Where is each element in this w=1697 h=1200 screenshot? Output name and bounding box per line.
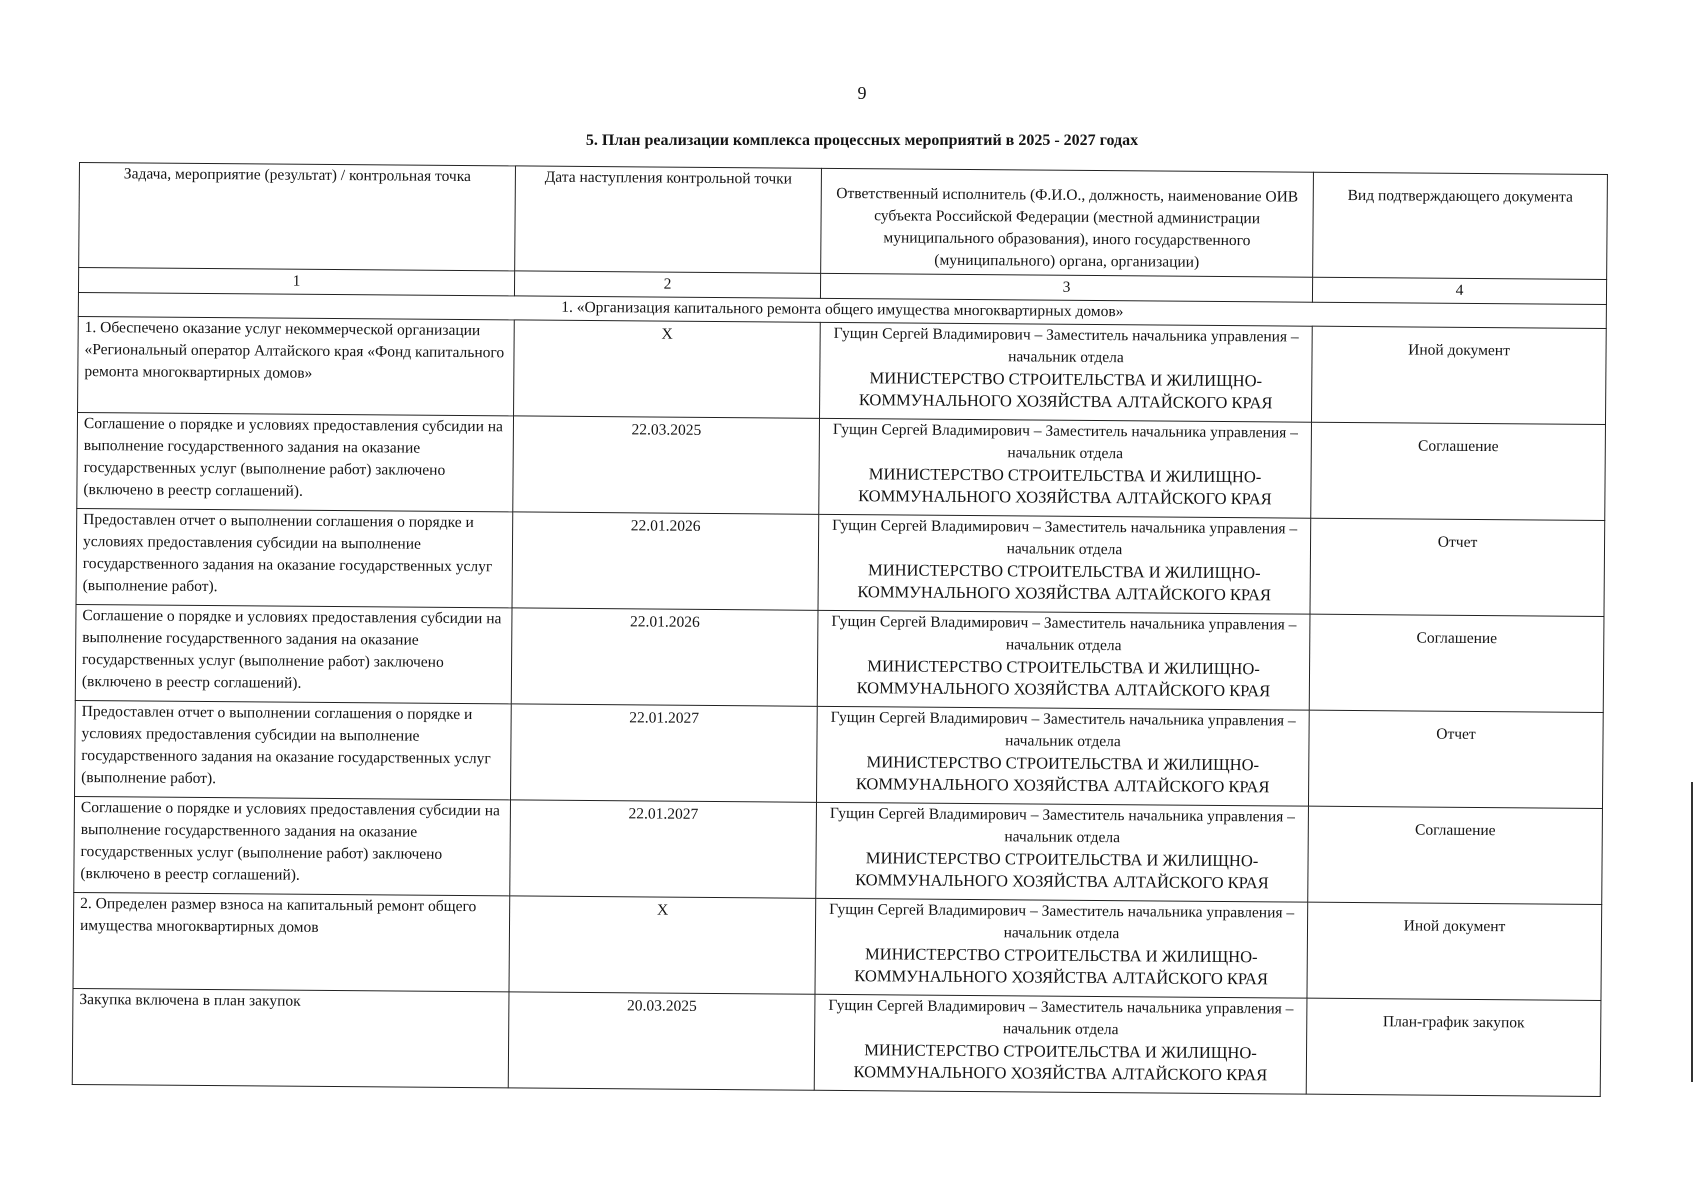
scan-edge-line [1691,782,1693,1082]
date-cell: X [509,896,816,994]
plan-table-container [72,162,1607,1097]
executor-organization: МИНИСТЕРСТВО СТРОИТЕЛЬСТВА И ЖИЛИЩНО-КОММУНАЛЬНОГО ХОЗЯЙСТВА АЛТАЙСКОГО КРАЯ [857,560,1271,605]
table-row [75,700,1604,808]
task-cell: Соглашение о порядке и условиях предоставления субсидии на выполнение государственного задания на оказание государственных услуг (выполнение работ) заключено (включено в реестр соглашений). [75,604,512,703]
executor-cell [820,322,1313,422]
executor-cell [816,706,1309,806]
table-body [72,316,1606,1096]
date-cell: 22.01.2027 [510,800,817,898]
column-number: 4 [1312,277,1606,304]
column-number: 1 [78,268,514,296]
task-cell: Предоставлен отчет о выполнении соглашения о порядке и условиях предоставления субсидии на выполнение государственного задания на оказание государственных услуг (выполнение работ). [75,700,512,799]
task-cell: Предоставлен отчет о выполнении соглашения о порядке и условиях предоставления субсидии на выполнение государственного задания на оказание государственных услуг (выполнение работ). [76,508,513,607]
executor-name: Гущин Сергей Владимирович – Заместитель начальника управления – начальник отдела [830,708,1296,751]
table-row [72,988,1601,1096]
table-row [73,892,1602,1000]
document-type-cell: Иной документ [1307,902,1602,1000]
executor-organization: МИНИСТЕРСТВО СТРОИТЕЛЬСТВА И ЖИЛИЩНО-КОММУНАЛЬНОГО ХОЗЯЙСТВА АЛТАЙСКОГО КРАЯ [855,848,1269,893]
executor-name: Гущин Сергей Владимирович – Заместитель начальника управления – начальник отдела [832,420,1299,463]
executor-organization: МИНИСТЕРСТВО СТРОИТЕЛЬСТВА И ЖИЛИЩНО-КОММУНАЛЬНОГО ХОЗЯЙСТВА АЛТАЙСКОГО КРАЯ [855,752,1270,797]
document-type-cell: План-график закупок [1306,998,1601,1096]
table-row [75,604,1604,712]
executor-name: Гущин Сергей Владимирович – Заместитель начальника управления – начальник отдела [829,900,1295,943]
executor-name: Гущин Сергей Владимирович – Заместитель начальника управления – начальник отдела [832,516,1298,559]
header-cell-date: Дата наступления контрольной точки [515,166,822,273]
executor-name: Гущин Сергей Владимирович – Заместитель начальника управления – начальник отдела [829,804,1296,847]
document-type-cell: Отчет [1310,518,1605,616]
table-row [76,508,1605,616]
document-type-cell: Соглашение [1308,806,1603,904]
header-cell-executor: Ответственный исполнитель (Ф.И.О., должность, наименование ОИВ субъекта Российской Федерации (местной администрации муниципального образования), иного государственного (муниципального) органа, организации) [821,168,1314,277]
executor-cell [816,802,1309,902]
task-cell: 2. Определен размер взноса на капитальный ремонт общего имущества многоквартирных домов [73,892,510,991]
column-number: 2 [514,271,820,298]
executor-organization: МИНИСТЕРСТВО СТРОИТЕЛЬСТВА И ЖИЛИЩНО-КОММУНАЛЬНОГО ХОЗЯЙСТВА АЛТАЙСКОГО КРАЯ [856,656,1271,701]
executor-cell [818,514,1311,614]
task-cell: 1. Обеспечено оказание услуг некоммерческой организации «Региональный оператор Алтайского края «Фонд капитального ремонта многоквартирных домов» [78,316,515,415]
executor-organization: МИНИСТЕРСТВО СТРОИТЕЛЬСТВА И ЖИЛИЩНО-КОММУНАЛЬНОГО ХОЗЯЙСТВА АЛТАЙСКОГО КРАЯ [854,944,1268,989]
table-row [74,796,1603,904]
column-number: 3 [820,273,1312,302]
document-type-cell: Отчет [1308,710,1603,808]
table-header-row [79,163,1608,280]
executor-organization: МИНИСТЕРСТВО СТРОИТЕЛЬСТВА И ЖИЛИЩНО-КОММУНАЛЬНОГО ХОЗЯЙСТВА АЛТАЙСКОГО КРАЯ [858,368,1273,413]
executor-cell [819,418,1312,518]
date-cell: 22.03.2025 [513,416,820,514]
table-row [77,412,1606,520]
document-type-cell: Соглашение [1309,614,1604,712]
task-cell: Соглашение о порядке и условиях предоставления субсидии на выполнение государственного задания на оказание государственных услуг (выполнение работ) заключено (включено в реестр соглашений). [74,796,511,895]
executor-organization: МИНИСТЕРСТВО СТРОИТЕЛЬСТВА И ЖИЛИЩНО-КОММУНАЛЬНОГО ХОЗЯЙСТВА АЛТАЙСКОГО КРАЯ [858,464,1272,509]
page-number: 9 [857,83,867,103]
document-type-cell: Соглашение [1311,422,1606,520]
date-cell: 22.01.2026 [512,512,819,610]
executor-cell [817,610,1310,710]
table-row [78,316,1607,424]
plan-table [72,162,1608,1097]
header-cell-task: Задача, мероприятие (результат) / контрольная точка [79,163,516,271]
executor-name: Гущин Сергей Владимирович – Заместитель начальника управления – начальник отдела [833,324,1299,367]
task-cell: Соглашение о порядке и условиях предоставления субсидии на выполнение государственного задания на оказание государственных услуг (выполнение работ) заключено (включено в реестр соглашений). [77,412,514,511]
executor-name: Гущин Сергей Владимирович – Заместитель начальника управления – начальник отдела [831,612,1297,655]
header-cell-document: Вид подтверждающего документа [1313,172,1608,279]
date-cell: 20.03.2025 [508,992,815,1090]
task-cell: Закупка включена в план закупок [72,988,509,1087]
document-type-cell: Иной документ [1311,326,1606,424]
executor-name: Гущин Сергей Владимирович – Заместитель начальника управления – начальник отдела [828,996,1294,1039]
document-title: 5. План реализации комплекса процессных мероприятий в 2025 - 2027 годах [585,132,1139,149]
date-cell: 22.01.2027 [511,704,818,802]
executor-organization: МИНИСТЕРСТВО СТРОИТЕЛЬСТВА И ЖИЛИЩНО-КОММУНАЛЬНОГО ХОЗЯЙСТВА АЛТАЙСКОГО КРАЯ [853,1040,1268,1085]
date-cell: 22.01.2026 [511,608,818,706]
section-title: 1. «Организация капитального ремонта общего имущества многоквартирных домов» [78,292,1606,328]
date-cell: X [514,320,821,418]
executor-cell [814,994,1307,1094]
executor-cell [815,898,1308,998]
